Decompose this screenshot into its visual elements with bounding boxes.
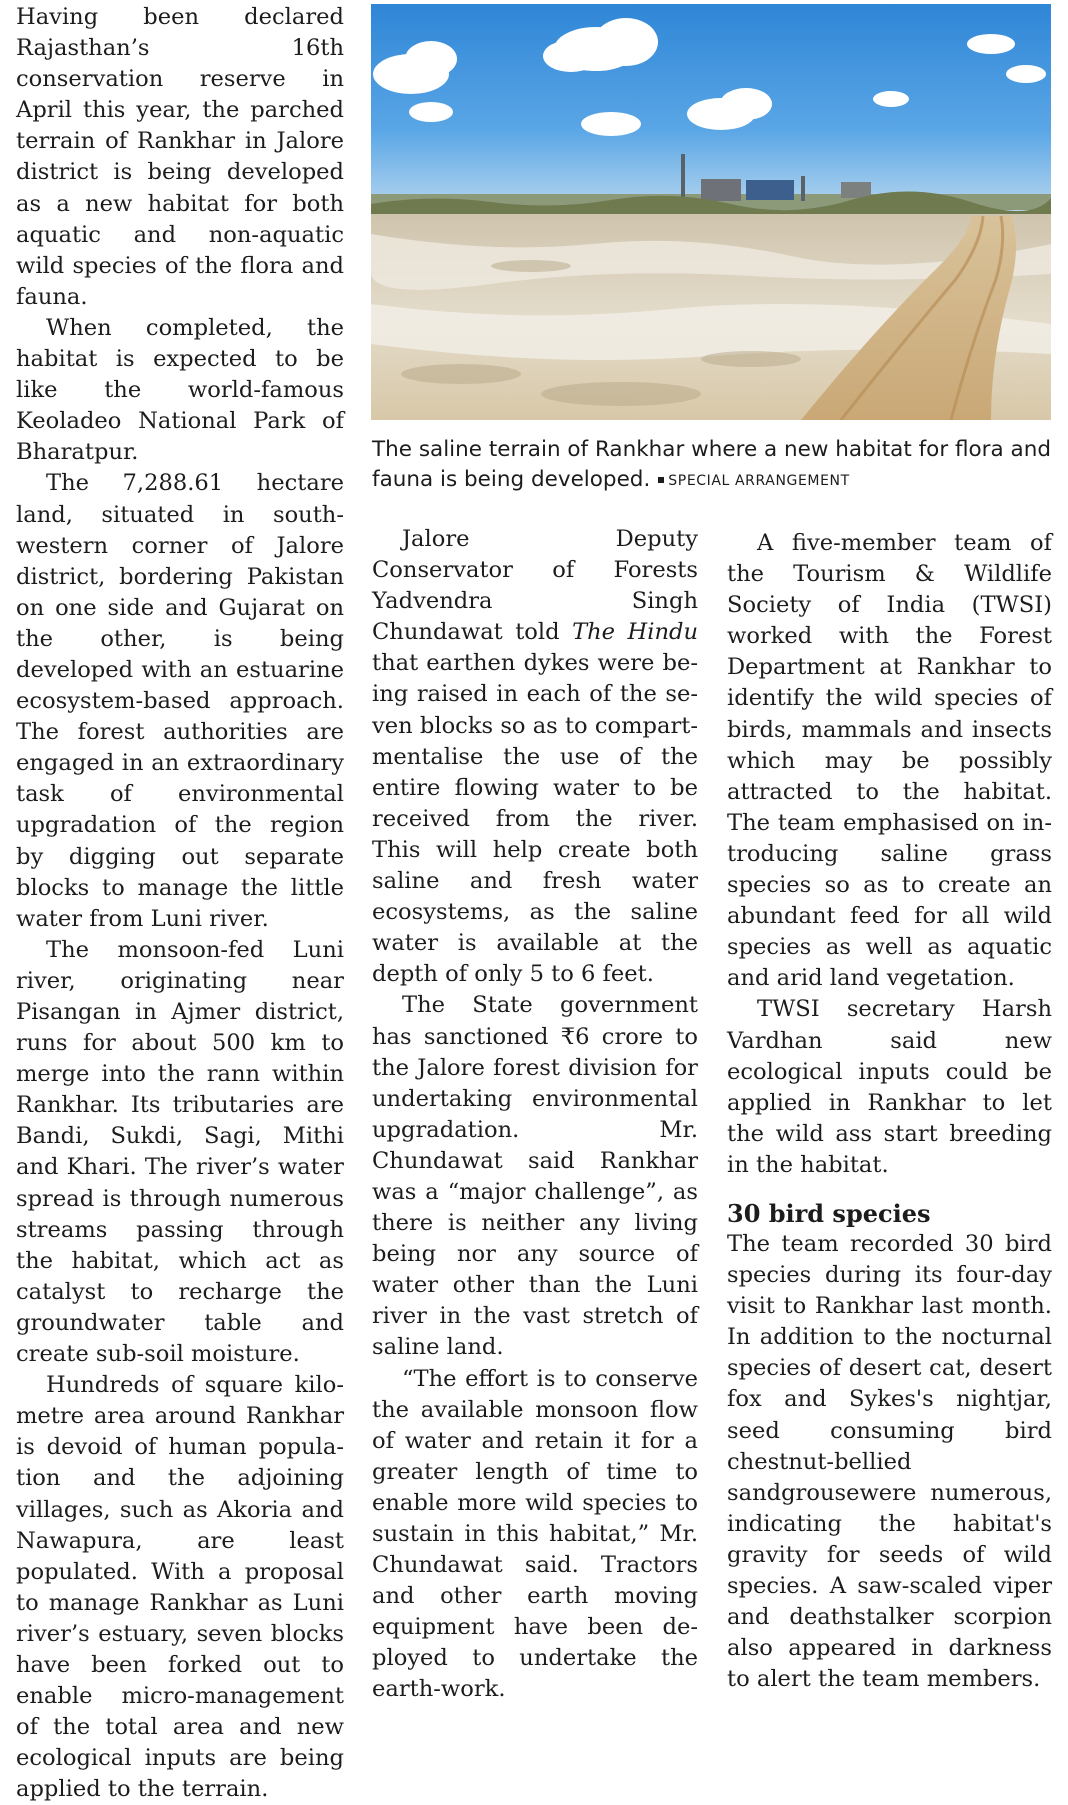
paragraph: The 7,288.61 hectare land, situated in south-western corner of Jalore district, bordering Pakistan on one side and Gujarat on the other, is being developed with an estuarine ecosystem-based approach. The forest authorities are engaged in an extraordinary task of environmental upgradation of the region by digging out separate blocks to manage the little water from Luni river.: [16, 470, 344, 932]
paragraph: A five-member team of the Tourism & Wildlife Society of India (TWSI) worked with the Forest Department at Rankhar to identify the wild species of birds, mammals and insects which may be possibly attracted to the habitat. The team emphasised on introducing saline grass species so as to create an abundant feed for all wild species as well as aquatic and arid land vegetation.: [727, 530, 1052, 992]
paragraph: The team recorded 30 bird species during its four-day visit to Rankhar last month. In addition to the nocturnal species of desert cat, desert fox and Sykes's nightjar, seed consuming bird chestnut-bellied sandgrousewere numerous, indicating the habitat's gravity for seeds of wild species. A saw-scaled viper and deathstalker scorpion also appeared in darkness to alert the team members.: [727, 1230, 1052, 1693]
paragraph: Having been declared Rajasthan’s 16th conservation reserve in April this year, the parched terrain of Rankhar in Jalore district is being developed as a new habitat for both aquatic and non-aquatic wild species of the flora and fauna.: [16, 4, 344, 310]
article-column-3: [727, 528, 1052, 1695]
caption-text: The saline terrain of Rankhar where a new habitat for flora and fauna is being developed.: [372, 437, 1051, 492]
section-subhead: 30 bird species: [727, 1198, 931, 1228]
paragraph-text: Jalore Deputy Conservator of Forests Yadvendra Singh Chundawat told: [372, 526, 698, 646]
paragraph: The monsoon-fed Luni river, originating near Pisangan in Ajmer district, runs for about 500 km to merge into the rann within Rankhar. Its tributaries are Bandi, Sukdi, Sagi, Mithi and Khari. The river’s water spread is through numerous streams passing through the habitat, which act as catalyst to recharge the groundwater table and create sub-soil moisture.: [16, 936, 344, 1368]
photo-caption: [372, 435, 1052, 496]
saline-terrain-photo: [371, 4, 1051, 420]
article-column-2: [372, 524, 698, 1706]
paragraph: “The effort is to conserve the available monsoon flow of water and retain it for a greater length of time to enable more wild species to sustain in this habitat,” Mr. Chundawat said. Tractors and other earth moving equipment have been deployed to undertake the earth-work.: [372, 1365, 698, 1703]
paragraph-text: that earthen dykes were being raised in each of the seven blocks so as to compartmentalise the use of the entire flowing water to be received from the river. This will help create both saline and fresh water ecosystems, as the saline water is available at the depth of only 5 to 6 feet.: [372, 650, 698, 988]
paragraph: When completed, the habitat is expected to be like the world-famous Keoladeo National Park of Bharatpur.: [16, 314, 344, 466]
paragraph: The State government has sanctioned ₹6 crore to the Jalore forest division for undertaking environmental upgradation. Mr. Chundawat said Rankhar was a “major challenge”, as there is neither any living being nor any source of water other than the Luni river in the vast stretch of saline land.: [372, 992, 698, 1361]
paragraph: Hundreds of square kilometre area around Rankhar is devoid of human population and the adjoining villages, such as Akoria and Nawapura, are least populated. With a proposal to manage Rankhar as Luni river’s estuary, seven blocks have been forked out to enable micro-management of the total area and new ecological inputs are being applied to the terrain.: [16, 1372, 344, 1803]
article-photo: [371, 4, 1051, 420]
paragraph: TWSI secretary Harsh Vardhan said new ecological inputs could be applied in Rankhar to let the wild ass start breeding in the habitat.: [727, 996, 1052, 1178]
article-column-1: [16, 2, 344, 1805]
newspaper-name: The Hindu: [572, 619, 699, 646]
photo-credit: SPECIAL ARRANGEMENT: [658, 473, 849, 489]
paragraph: [372, 524, 698, 990]
